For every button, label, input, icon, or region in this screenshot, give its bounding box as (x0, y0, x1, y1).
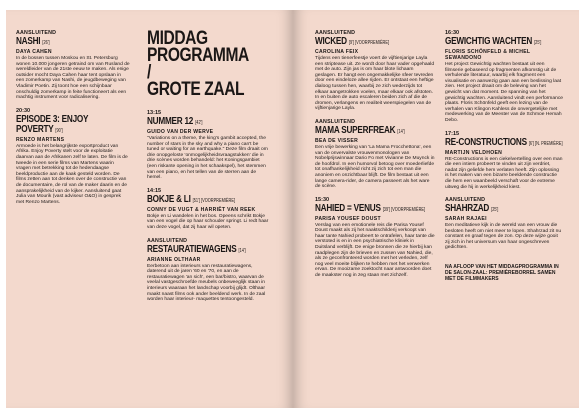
entry-title: NUMMER 12 [42'] (147, 115, 203, 127)
program-entry (315, 30, 435, 112)
program-entry (315, 119, 435, 190)
program-entry (147, 110, 269, 181)
entry-director: SARAH RAJAEI (445, 216, 487, 223)
entry-director: DAYA CAHEN (16, 49, 52, 55)
entry-director: PARISA YOUSEF DOUST (315, 215, 381, 222)
entry-description: "Variations on a theme, the king's gambit accepted, the number of stars in the sky and why a piano can't be tuned or waiting for an earthquake." Deze film draait om drie onopgeloste 'onmogelijkheidsvraagstukken' die in drie scènes worden behandeld: het Koningsgambiet (een riskante opening in het schaakspel), het stemmen van een piano, en het tellen van de sterren aan de hemel. (147, 136, 268, 181)
program-entry (445, 131, 563, 191)
entry-tag: AANSLUITEND (315, 30, 356, 36)
entry-time: 20:30 (16, 107, 31, 114)
program-entry (445, 197, 563, 251)
entry-director: BEA DE VISSER (315, 137, 359, 144)
program-entry (147, 188, 269, 231)
entry-description: Het project Gewichtig wachten bestaat uit een filmserie gebaseerd op fragmenten afkomstig uit de verhulende literatuur, waarbij elk fragment een visualisatie en aanwezig gaan aan een beslissing laat zien. Het project draait om de beleving van het gewicht van dat moment. De spanning van het gewichtig wachten. Aansluitend vindt een performance plaats. Floris Schönfeld geeft een lezing van de verhalen van Klingon Kahless de onvergetelijke met medewerking van de Meester van de Schmoe Hemah Debo. (445, 62, 563, 123)
program-entry (16, 108, 130, 206)
footer-note: NA AFLOOP VAN HET MIDDAGPROGRAMMA IN DE SALON-ZAAL: PREMIÈREBORREL SAMEN MET DE FILMMAKERS (445, 264, 559, 282)
entry-description: Bokje en Li wandelen in het bos. Opeens schrikt Bokje van een vogel die op haar schouder springt. Li redt haar van deze vogel, dat zij haar wil opeten. (147, 213, 269, 230)
program-entry (315, 197, 435, 279)
entry-director: MARTIJN VELDHOEN (445, 149, 503, 156)
entry-tag: AANSLUITEND (16, 30, 57, 36)
left-page (6, 10, 293, 408)
right-page (293, 10, 579, 408)
brochure-spread (6, 10, 579, 408)
entry-description: Verslag van een emotionele reis die Parisa Yousef Doust maakt als zij het naaktschilderij verkoopt van haar tante Nahied probeert te ontrafelen, haar tante die verstoted is en in een psychiatrische kliniek in Duitsland verblijft. De enige bronnen die ze hierbij kan raadplegen zijn de brieven en zussen van Nahied, die, als ze geconfronteerd worden met het verleden, zelf nog veel moeite blijken te hebben met het verwerken ervan. De mooizame zoektocht naar antwoorden doet de maakster nog in zeg staan met zichzelf. (315, 222, 435, 279)
entry-time: 16:30 (445, 30, 460, 36)
program-entry (16, 30, 130, 101)
entry-description: RE-Constructions is een ciekelvertelling over een man die een intiem probeert te vinden uit zijn verdriet, nadat zijn geliefde hem verlaten heeft. Zijn oplossing is het maken van een bizarre beeldende constructie die hem een waanbeeld verschaft voor de extreme uitweg die hij in werkelijkheid kiest. (445, 156, 563, 190)
program-entry (445, 30, 563, 124)
entry-tag: AANSLUITEND (147, 237, 188, 244)
right-column-2 (445, 30, 563, 282)
entry-time: 14:15 (147, 187, 162, 194)
entry-title: GEWICHTIG WACHTEN [25'] (445, 35, 542, 47)
entry-title: RESTAURATIEWAGENS [14'] (147, 242, 246, 255)
entry-director: GUIDO VAN DER WERVE (147, 129, 214, 135)
entry-title: SHAHRZAD [25'] (445, 202, 499, 215)
entry-director: ARIANNE OLTHAAR (147, 256, 201, 263)
entry-director: FLORIS SCHÖNFELD & MICHEL SEWANDONO (445, 49, 531, 61)
entry-description: Een meditatieve kijk in de wereld van een vrouw die besloten heeft om niet meer te lopen. Shahrzad zit nu constant en graaf tegen de zon. Op deze wijze gooit zij zich in het universum van haar ongeschreven gedichten. (445, 223, 562, 251)
entry-description: Eerbetoon aan interieurs van restauratiewagens, daterend uit de jaren '60 en '70, en aan de restauratiewagen 'an sich', een bar/bistro, waarvan de veelal vastgeschroefde meubels onbeweeglijk staan in interieurs waaraan het landschap voorbij glijdt. Olthaar maakt naast films ook ander beeldend werk. In de zaal worden haar interieur- maquettes tentoongesteld. (147, 263, 266, 303)
entry-director: CAROLINA FEIX (315, 49, 359, 55)
entry-tag: AANSLUITEND (315, 118, 356, 125)
section-heading: MIDDAG PROGRAMMA / GROTE ZAAL (147, 28, 249, 100)
entry-title: NAHIED = VENUS [39'] [VOORPREMIÈRE] (315, 201, 426, 214)
entry-director: RENZO MARTENS (16, 136, 65, 143)
left-column-2 (147, 30, 269, 310)
entry-description: Een vrije bewerking van 'La Mama Frocchettona', een van de onvervalste vrouwenmonologen van Nobelprijswinnaar Dario Fo met Vivianne De Muynck in de hoofdrol. In een humorvol betoog over moederliefde tot onafhankelijkheid richt zij zich tot een man die anoniem en onzichtbaar blijft. De film bestaat uit een lange camera-rider, de camera passeert als het ware de scène. (315, 144, 435, 190)
entry-time: 13:15 (147, 110, 162, 116)
entry-title: WICKED [9'] [VOORPREMIÈRE] (315, 35, 390, 47)
entry-tag: AANSLUITEND (445, 197, 486, 204)
entry-time: 15:30 (315, 196, 330, 203)
entry-title: BOKJE & LI [51'] [VOORPREMIÈRE] (147, 192, 236, 205)
entry-title: RE-CONSTRUCTIONS [6'] [N. PREMIÈRE] (445, 135, 563, 148)
entry-director: CONNY DE VUGT & HARRIËT VAN REEK (147, 206, 256, 213)
entry-title: EPISODE 3: ENJOY POVERTY [90'] (16, 112, 89, 135)
entry-time: 17:15 (445, 130, 460, 137)
entry-description: Tijdens een tienerfeestje voert de vijftienjarige Layla een striptease uit. Ze wordt door haar vader opgehaald met de auto. Zijn jas is om haar blote lichaam geslagen. Er hangt een ongemakkelijke sfeer tevreden door een eindeloze allee rijden. Er ontstaat een heftige dialoog tussen hen, waarbij ze zich wederzijds tot elkaar aangetrokken voelen, maar elkaar ook afstoten. In en buiten de auto escaleren beiden zich af die de dromen, verlangens en realiteit weerspiegelen van de vijftienjarige Layla. (315, 56, 435, 112)
entry-description: Armoede is het belangrijkste exportproduct van Afrika. Enjoy Poverty stelt voor de exploitatie daarvan aan de Afrikanen zelf te laten. De film is de tweede in een serie films van Martens waarin vragen met betrekking tot de hedendaagse beeldproductie aan de kaak gesteld worden. De films zetten aan tot denken over de constructie van de documentaire, de rol van de maker daarin en de aansprakelijkheid van de kijker. Aansluitend gaat Julia van Mourik (vast adviseur O&O) in gesprek met Renzo Martens. (16, 143, 128, 205)
entry-description: In de bossen tussen Moskou en St. Petersburg wonen 10.000 jongeren getraind om van Rusland de wereldleider van de 21ste eeuw te maken. Als enige outsider mocht Daya Cahen haar tent opslaan in een zomerkamp van Nashi, de jeugdbeweging van Vladimir Poetin. Zij toont hoe een schijnbaar onschuldig zomerkamp in feite functioneert als een machtig instrument voor radicalisering. (16, 56, 130, 101)
entry-title: MAMA SUPERFREAK [14'] (315, 123, 405, 136)
right-column-1 (315, 30, 435, 286)
left-column-1 (16, 30, 130, 212)
program-entry (147, 238, 269, 303)
entry-title: NASHI [26'] (16, 35, 50, 47)
